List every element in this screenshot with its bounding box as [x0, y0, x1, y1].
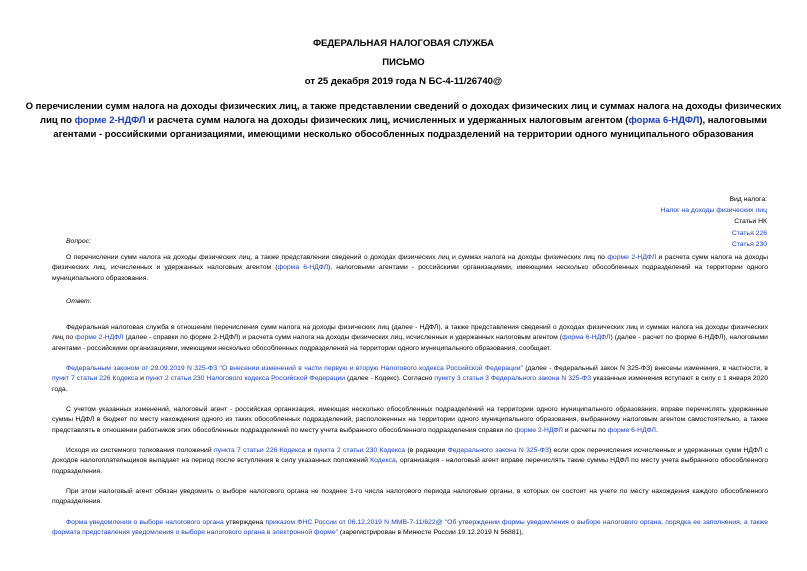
title-text-1: О перечислении сумм налога на доходы физических лиц, а также представлении сведений о доходах физических лиц и суммах налога на доходы физических лиц по: [25, 101, 782, 126]
link-article-226-p7[interactable]: пункт 7 статьи 226 Кодекса: [52, 375, 139, 383]
link-article-230-p2[interactable]: пункта 2 статьи 230 Кодекса: [313, 447, 406, 454]
title-text-3: ), налоговыми агентами - российскими организациями, имеющими несколько обособленных подразделений на территории одного муниципального образования: [53, 115, 767, 140]
link-notification-form[interactable]: Форма уведомления о выборе налогового органа: [66, 519, 224, 526]
paragraph-text: и: [138, 375, 146, 383]
link-form-6ndfl[interactable]: форма 6-НДФЛ: [562, 334, 611, 342]
link-form-2ndfl[interactable]: форме 2-НДФЛ: [75, 334, 124, 342]
question-text-2: и расчета сумм налога на доходы физических лиц, исчисленных и удержанных налоговым агентом (: [52, 254, 768, 272]
question-link-form-2ndfl[interactable]: форме 2-НДФЛ: [607, 254, 657, 261]
paragraph-text: Федеральная налоговая служба в отношении перечисления сумм налога на доходы физических лиц (далее - НДФЛ), а также представления сведений о доходах физических лиц и суммах налога на доходы физических лиц по: [52, 324, 768, 342]
document-type: ПИСЬМО: [382, 57, 425, 68]
link-article-230-p2[interactable]: пункт 2 статьи 230 Налогового кодекса Российской Федерации: [145, 375, 346, 383]
paragraph-text: (далее - Федеральный закон N 325-ФЗ) внесены изменения, в частности, в: [522, 365, 768, 372]
answer-paragraph-6: [52, 518, 768, 539]
question-text: [52, 253, 768, 284]
paragraph-text: и расчеты по: [562, 426, 608, 434]
paragraph-text: (в редакции: [405, 447, 448, 454]
paragraph-text: При этом налоговый агент обязан уведомить о выборе налогового органа не позднее 1-го числа налогового периода налоговые органы, в которых он состоит на учете по месту нахождения каждого обособленного подразделения.: [52, 488, 768, 506]
tax-kind-label: Вид налога:: [729, 196, 767, 203]
paragraph-text: утверждена: [223, 519, 266, 526]
answer-paragraph-3: [52, 405, 768, 436]
paragraph-text: .: [655, 426, 658, 434]
answer-paragraph-4: [52, 446, 768, 477]
paragraph-text: , организация - налоговый агент вправе перечислять такие суммы НДФЛ по месту учета выбранного обособленного подразделения.: [52, 457, 769, 475]
paragraph-text: и: [305, 447, 314, 454]
tax-kind-link[interactable]: Налог на доходы физических лиц: [660, 207, 767, 215]
answer-paragraph-2: [52, 364, 768, 395]
paragraph-text: (далее - Кодекс). Согласно: [345, 375, 435, 383]
document-title: [20, 100, 787, 142]
article-226-link[interactable]: Статья 226: [731, 229, 767, 237]
question-label: Вопрос:: [66, 238, 91, 245]
document-date-number: от 25 декабря 2019 года N БС-4-11/26740@: [304, 76, 503, 87]
link-article-226-p7[interactable]: пункта 7 статьи 226 Кодекса: [214, 447, 306, 454]
answer-paragraph-1: [52, 323, 768, 354]
answer-label: Ответ:: [66, 298, 92, 305]
title-text-2: и расчета сумм налога на доходы физических лиц, исчисленных и удержанных налоговым агентом (: [145, 115, 629, 126]
articles-label: Статьи НК: [734, 218, 767, 226]
agency-name: ФЕДЕРАЛЬНАЯ НАЛОГОВАЯ СЛУЖБА: [312, 38, 495, 49]
answer-paragraph-5: [52, 487, 768, 508]
paragraph-text: (далее - справки по форме 2-НДФЛ) и расчета сумм налога на доходы физических лиц, исчисленных и удержанных налоговым агентом (: [123, 334, 563, 342]
paragraph-text: ) если срок перечисления исчисленных и удержанных сумм НДФЛ с доходов налогоплательщиков выпадает на период после вступления в силу указанных положений: [52, 447, 768, 465]
link-federal-law-325[interactable]: Федерального закона N 325-ФЗ: [447, 447, 549, 454]
link-federal-law-325[interactable]: Федеральным законом от 29.09.2019 N 325-ФЗ "О внесении изменений в части первую и вторую Налогового кодекса Российской Федерации": [66, 365, 523, 372]
title-link-form-6ndfl[interactable]: форма 6-НДФЛ: [628, 115, 700, 126]
question-text-3: ), налоговыми агентами - российскими организациями, имеющими несколько обособленных подразделений на территории одного муниципального образования.: [52, 264, 768, 282]
document-meta: [661, 194, 767, 250]
paragraph-text: С учетом указанных изменений, налоговый агент - российская организация, имеющая несколько обособленных подразделений на территории одного муниципального образования, вправе перечислять удержанные суммы НДФЛ в бюджет по месту нахождения одного из таких обособленных подразделений, расположенных на территории одного муниципального образования, выбранному налоговым агентом самостоятельно, а также представлять в отношении работников этих обособленных подразделений по месту учета выбранного обособленного подразделения справки по: [52, 406, 768, 434]
paragraph-text: указанные изменения вступают в силу с 1 января 2020 года.: [52, 375, 768, 393]
article-230-link[interactable]: Статья 230: [731, 240, 767, 248]
paragraph-text: Исходя из системного толкования положений: [66, 447, 214, 454]
link-law-325-article-3[interactable]: пункту 3 статьи 3 Федерального закона N 325-ФЗ: [434, 375, 592, 383]
title-link-form-2ndfl[interactable]: форме 2-НДФЛ: [74, 115, 146, 126]
paragraph-text: (зарегистрирован в Минюсте России 19.12.2019 N 56881).: [338, 529, 524, 537]
link-tax-code[interactable]: Кодекса: [370, 457, 396, 465]
link-form-2ndfl[interactable]: форме 2-НДФЛ: [514, 426, 563, 434]
question-text-1: О перечислении сумм налога на доходы физических лиц, а также представлении сведений о доходах физических лиц и суммах налога на доходы физических лиц по: [66, 254, 608, 261]
question-link-form-6ndfl[interactable]: форма 6-НДФЛ: [277, 264, 329, 272]
paragraph-text: ) (далее - расчет по форме 6-НДФЛ), налоговыми агентами - российскими организациями, имеющими несколько обособленных подразделений на территории одного муниципального образования, сообщает.: [52, 334, 768, 352]
link-fns-order[interactable]: приказом ФНС России от 06.12.2019 N ММВ-7-11/622@ "Об утверждении формы уведомления о выборе налогового органа, порядка ее заполнения, а также формата представления уведомления о выборе налогового органа в электронной форме": [52, 519, 768, 537]
link-form-6ndfl[interactable]: форме 6-НДФЛ: [607, 426, 656, 434]
